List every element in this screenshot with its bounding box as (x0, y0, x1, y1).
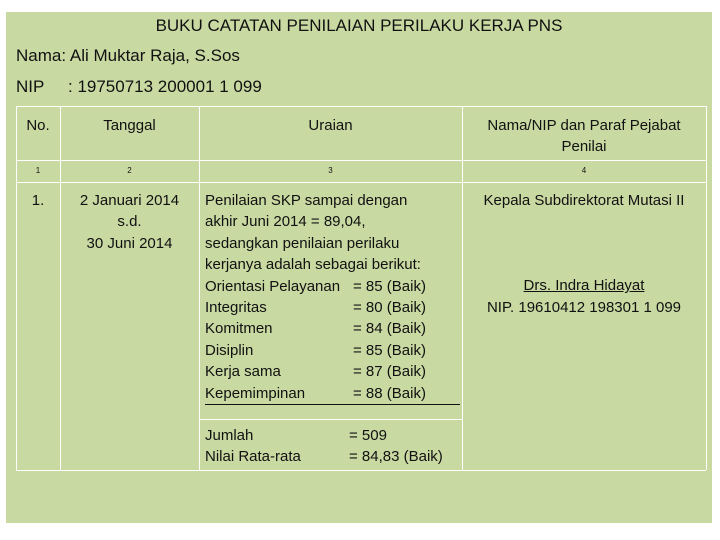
employee-name: Nama: Ali Muktar Raja, S.Sos (16, 46, 240, 65)
pejabat-unit: Kepala Subdirektorat Mutasi II (483, 192, 685, 209)
row-tanggal (60, 190, 199, 254)
tanggal-line: 2 Januari 2014 (79, 192, 180, 209)
row-summary (205, 425, 461, 468)
tanggal-line: s.d. (117, 213, 142, 231)
uraian-intro-line: sedangkan penilaian perilaku (205, 234, 400, 252)
column-number-2: 2 (127, 166, 132, 175)
aspect-row (205, 340, 461, 361)
aspect-label: Kerja sama (205, 363, 281, 381)
row-uraian (205, 190, 461, 405)
header-bottom-line (16, 160, 706, 161)
row-pejabat (464, 190, 704, 318)
col-line-4 (706, 106, 707, 470)
col-line-2 (199, 106, 200, 470)
nip-label: NIP (16, 77, 45, 96)
table-bottom-line (16, 470, 706, 471)
column-number-3: 3 (328, 166, 333, 175)
aspect-label: Disiplin (205, 341, 254, 359)
summary-label: Jumlah (205, 427, 254, 444)
summary-label: Nilai Rata-rata (205, 448, 301, 466)
nip-value: : 19750713 200001 1 099 (68, 77, 262, 96)
signature-space (464, 211, 704, 275)
aspect-row (205, 383, 461, 405)
employee-nip (16, 75, 262, 99)
pejabat-name: Drs. Indra Hidayat (523, 277, 645, 295)
aspect-label: Integritas (205, 299, 267, 317)
summary-separator-line (199, 419, 462, 420)
uraian-intro-line: Penilaian SKP sampai dengan (205, 192, 408, 209)
aspect-label: Komitmen (205, 320, 273, 338)
aspect-value: = 84 (Baik) (353, 320, 426, 338)
document-sheet (6, 12, 712, 523)
row-no: 1. (31, 192, 45, 209)
document-title: BUKU CATATAN PENILAIAN PERILAKU KERJA PNS (155, 16, 563, 35)
aspect-label: Kepemimpinan (205, 384, 306, 402)
col-line-0 (16, 106, 17, 470)
header-uraian: Uraian (308, 117, 353, 134)
number-row-bottom-line (16, 182, 706, 183)
col-line-1 (60, 106, 61, 470)
header-pejabat: Nama/NIP dan Paraf Pejabat Penilai (487, 117, 681, 156)
aspect-row (205, 297, 461, 318)
summary-value: = 84,83 (Baik) (349, 448, 443, 466)
pejabat-nip: NIP. 19610412 198301 1 099 (486, 298, 682, 316)
uraian-intro-line: akhir Juni 2014 = 89,04, (205, 213, 366, 231)
summary-row (205, 446, 461, 467)
tanggal-line: 30 Juni 2014 (86, 234, 173, 252)
col-line-3 (462, 106, 463, 470)
column-number-4: 4 (581, 166, 587, 175)
aspect-row (205, 276, 461, 297)
aspect-value: = 87 (Baik) (353, 363, 426, 381)
summary-row (205, 425, 461, 446)
column-number-1: 1 (35, 166, 41, 175)
table-top-line (16, 106, 706, 107)
aspect-label: Orientasi Pelayanan (205, 277, 341, 295)
summary-value: = 509 (349, 427, 387, 444)
aspect-value: = 85 (Baik) (353, 277, 426, 295)
aspect-value: = 85 (Baik) (353, 341, 426, 359)
aspect-row (205, 361, 461, 382)
aspect-row (205, 318, 461, 339)
aspect-underline (205, 383, 460, 405)
header-no: No. (26, 117, 50, 134)
aspect-value: = 88 (Baik) (353, 384, 426, 402)
aspect-value: = 80 (Baik) (353, 299, 426, 317)
uraian-intro-line: kerjanya adalah sebagai berikut: (205, 256, 421, 274)
header-tanggal: Tanggal (103, 117, 156, 134)
